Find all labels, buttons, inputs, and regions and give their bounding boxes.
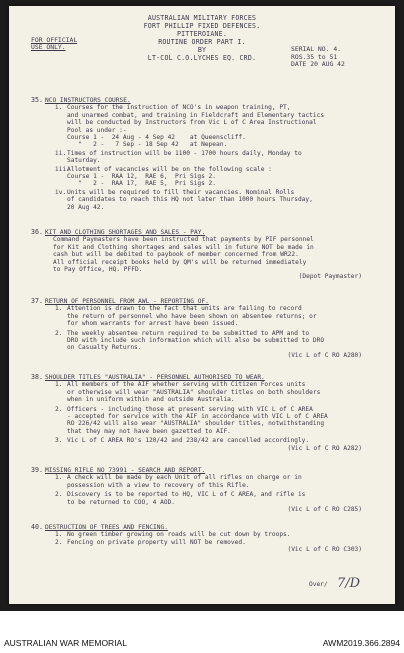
reference-note: (Vic L of C RO A280): [287, 351, 362, 359]
classification-marking: FOR OFFICIAL USE ONLY.: [31, 36, 78, 52]
list-item: 2. The weekly absentee return required to be submitted to APM and to DRO with include such information which will also be submitted to DRO on Casualty Returns.: [55, 329, 325, 352]
list-item: 1. Attention is drawn to the fact that units are failing to record the return of personnel who have been shown on absentee returns; or for whom warrants for arrest have been issued.: [55, 305, 317, 328]
section-40: 40. DESTRUCTION OF TREES AND FENCING. 1. No green timber growing on roads will be cut down by troops. 2. Fencing on private property will NOT be removed. (Vic L of C RO C303): [31, 524, 376, 554]
section-title: KIT AND CLOTHING SHORTAGES AND SALES - PAY.: [45, 229, 206, 236]
reference-note: (Vic L of C RO A282): [287, 444, 362, 452]
list-item: iv. Units will be required to fill their vacancies. Nominal Rolls of candidates to reach this HQ not later than 1000 hours Thursday, 20 Aug 42.: [55, 188, 313, 211]
serial-block: [291, 46, 345, 69]
list-item: 2. Fencing on private property will NOT be removed.: [55, 538, 246, 546]
list-item: 1. All members of the AIF whether serving with Citizen Forces units or otherwise will wear "AUSTRALIA" shoulder titles on both shoulders when in uniform within and outside Australia.: [55, 381, 321, 404]
section-title: MISSING RIFLE NO 73991 - SEARCH AND REPORT.: [45, 467, 206, 474]
section-37: 37. RETURN OF PERSONNEL FROM AWL - REPORTING OF. 1. Attention is drawn to the fact that units are failing to record the return of personnel who have been shown on absentee returns; or for whom warrants for arrest have been issued. 2. The weekly absentee return required to be submitted to APM and to DRO with include such information which will also be submitted to DRO on Casualty Returns. (Vic L of C RO A280): [31, 298, 376, 359]
section-title: DESTRUCTION OF TREES AND FENCING.: [45, 524, 168, 531]
reference-note: (Vic L of C RO C303): [287, 546, 362, 554]
order-range: ROS.35 to 51: [291, 52, 338, 61]
section-title: RETURN OF PERSONNEL FROM AWL - REPORTING OF.: [45, 298, 209, 305]
section-36: 36. KIT AND CLOTHING SHORTAGES AND SALES - PAY. Command Paymasters have been instructed that payments by PIF personnel for Kit and Clothing shortages and sales will in future NOT be made in cash but will be debited to paybook of member concerned from WR22. All official receipt books held by QM's will be returned immediately to Pay Office, HQ. PFFD. (Depot Paymaster): [31, 229, 376, 281]
header-commander: LT-COL C.O.LYCHES EQ. CRD.: [147, 54, 257, 62]
header-order-type: ROUTINE ORDER PART I.: [158, 38, 246, 46]
header-by: BY: [197, 46, 207, 54]
document-page: [9, 6, 395, 604]
list-item: 2. Discovery is to be reported to HQ, VIC L of C AREA, and rifle is to be returned to COO, 4 AOD.: [55, 491, 306, 506]
header-unit: FORT PHILLIP FIXED DEFENCES.: [143, 22, 261, 30]
continued-note: Over/: [309, 581, 328, 588]
section-title: SHOULDER TITLES "AUSTRALIA" - PERSONNEL AUTHORISED TO WEAR.: [45, 374, 265, 381]
header-title: AUSTRALIAN MILITARY FORCES: [147, 14, 257, 22]
handwritten-initials: 7/D: [337, 576, 361, 591]
list-item: 1. A check will be made by each Unit of all rifles on charge or in possession with a view to recovery of this Rifle.: [55, 474, 302, 489]
list-item: 3. Vic L of C AREA RO's 120/42 and 238/42 are cancelled accordingly.: [55, 437, 310, 445]
caption-strip: [0, 611, 404, 653]
accession-number: AWM2019.366.2894: [322, 638, 400, 648]
section-38: 38. SHOULDER TITLES "AUSTRALIA" - PERSONNEL AUTHORISED TO WEAR. 1. All members of the AIF whether serving with Citizen Forces units or otherwise will wear "AUSTRALIA" shoulder titles on both shoulders when in uniform within and outside Australia. 2. Officers - including those at present serving with VIC L of C AREA - accepted for service with the AIF in accordance with VIC L of C AREA RO 226/42 will also wear "AUSTRALIA" shoulder titles, notwithstanding that they may not have been gazetted to AIF. 3. Vic L of C AREA RO's 120/42 and 238/42 are cancelled accordingly. (Vic L of C RO A282): [31, 374, 376, 452]
order-date: DATE 20 AUG 42: [291, 60, 345, 69]
section-39: 39. MISSING RIFLE NO 73991 - SEARCH AND REPORT. 1. A check will be made by each Unit of all rifles on charge or in possession with a view to recovery of this Rifle. 2. Discovery is to be reported to HQ, VIC L of C AREA, and rifle is to be returned to COO, 4 AOD. (Vic L of C RO C285): [31, 467, 376, 513]
list-item: ii. Times of instruction will be 1100 - 1700 hours daily, Monday to Saturday.: [55, 149, 302, 165]
section-35: 35. NCO INSTRUCTORS COURSE. i. Courses for the instruction of NCO's in weapon training, PT, and unarmed combat, and training in Fieldcraft and Elementary tactics will be conducted by Instructors from Vic L of C Area Instructional Pool as under :- Course 1 - 24 Aug - 4 Sep 42 at Queenscliff. " 2 - 7 Sep - 18 Sep 42 at Nepean. ii. Times of instruction will be 1100 - 1700 hours daily, Monday to Saturday. iii. Allotment of vacancies will be on the following scale : Course 1 - RAA 12, RAE 6, Pri Sigs 2. " 2 - RAA 17, RAE 5, Pri Sigs 2. iv. Units will be required to fill their vacancies. Nominal Rolls of candidates to reach this HQ not later than 1000 hours Thursday, 20 Aug 42.: [31, 97, 376, 211]
list-item: 1. No green timber growing on roads will be cut down by troops.: [55, 531, 291, 539]
list-item: 2. Officers - including those at present serving with VIC L of C AREA - accepted for service with the AIF in accordance with VIC L of C AREA RO 226/42 will also wear "AUSTRALIA" shoulder titles, notwithstanding that they may not have been gazetted to AIF.: [55, 405, 328, 435]
section-title: NCO INSTRUCTORS COURSE.: [45, 97, 131, 104]
reference-note: (Depot Paymaster): [298, 273, 362, 281]
reference-note: (Vic L of C RO C285): [287, 506, 362, 514]
list-item: iii. Allotment of vacancies will be on the following scale : Course 1 - RAA 12, RAE 6, Pri Sigs 2. " 2 - RAA 17, RAE 5, Pri Sigs 2.: [55, 165, 272, 188]
list-item: i. Courses for the instruction of NCO's in weapon training, PT, and unarmed combat, and training in Fieldcraft and Elementary tactics will be conducted by Instructors from Vic L of C Area Instructional Pool as under :- Course 1 - 24 Aug - 4 Sep 42 at Queenscliff. " 2 - 7 Sep - 18 Sep 42 at Nepean.: [55, 104, 325, 149]
header-location: PITTEROIANE.: [176, 30, 228, 38]
serial-number: SERIAL NO. 4.: [291, 45, 342, 53]
institution-caption: AUSTRALIAN WAR MEMORIAL: [4, 638, 127, 648]
